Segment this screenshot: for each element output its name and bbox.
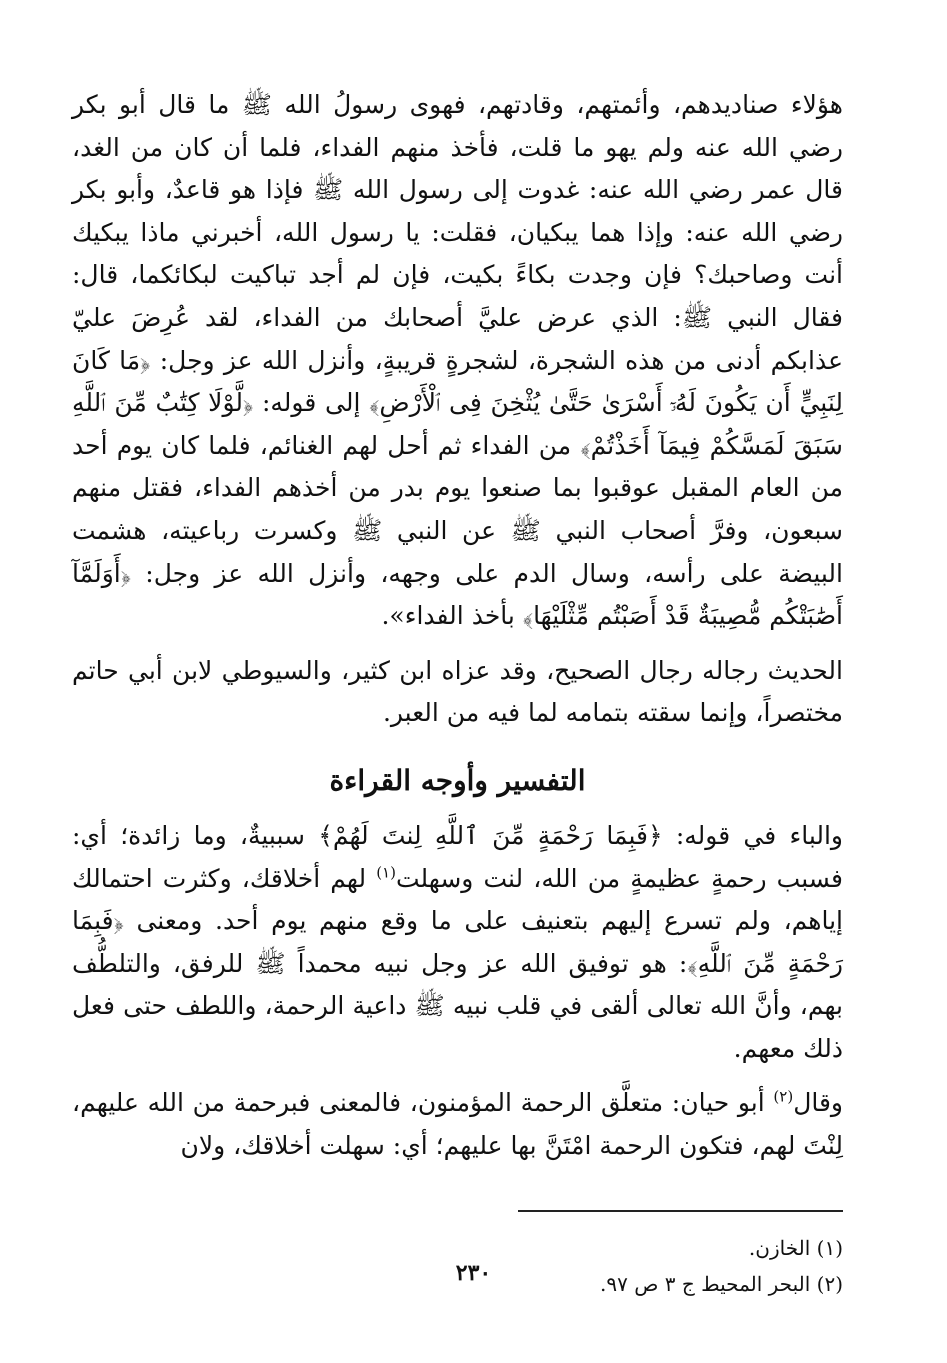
footnote-ref-1[interactable]: (١) bbox=[376, 863, 396, 882]
page-number: ٢٣٠ bbox=[455, 1260, 492, 1286]
paragraph-abu-hayyan-text-start: وقال bbox=[793, 1088, 843, 1118]
footnote-2: (٢) البحر المحيط ج ٣ ص ٩٧. bbox=[600, 1271, 843, 1296]
paragraph-abu-hayyan bbox=[72, 1082, 843, 1167]
footnote-divider bbox=[518, 1210, 843, 1212]
paragraph-abu-hayyan-text-end: أبو حيان: متعلَّق الرحمة المؤمنون، فالمعنى فبرحمة من الله عليهم، لِنْتَ لهم، فتكون الرحمة امْتَنَّ بها عليهم؛ أي: سهلت أخلاقك، ولان bbox=[72, 1088, 843, 1161]
paragraph-tafsir bbox=[72, 815, 843, 1071]
section-heading: التفسير وأوجه القراءة bbox=[329, 763, 586, 797]
paragraph-hadith-grading: الحديث رجاله رجال الصحيح، وقد عزاه ابن كثير، والسيوطي لابن أبي حاتم مختصراً، وإنما سقته بتمامه لما فيه من العبر. bbox=[72, 655, 843, 728]
footnote-1: (١) الخازن. bbox=[748, 1235, 843, 1260]
paragraph-tafsir-text-end: لهم أخلاقك، وكثرت احتمالك إياهم، ولم تسرع إليهم بتعنيف على ما وقع منهم يوم أحد. ومعنى ﴿فَبِمَا رَحْمَةٍ مِّنَ ٱللَّهِ﴾: هو توفيق الله عز وجل نبيه محمداً ﷺ للرفق، والتلطُّف بهم، وأنَّ الله تعالى ألقى في قلب نبيه ﷺ داعية الرحمة، واللطف حتى فعل ذلك معهم. bbox=[72, 863, 843, 1063]
paragraph-tafsir-text-start: والباء في قوله: ﴿فَبِمَا رَحْمَةٍ مِّنَ ٱللَّهِ لِنتَ لَهُمْ﴾ سببيةٌ، وما زائدة؛ أي: فسبب رحمةٍ عظيمةٍ من الله، لنت وسهلت bbox=[72, 820, 843, 893]
paragraph-hadith: هؤلاء صناديدهم، وأئمتهم، وقادتهم، فهوى رسولُ الله ﷺ ما قال أبو بكر رضي الله عنه ولم يهو ما قلت، فأخذ منهم الفداء، فلما أن كان من الغد، قال عمر رضي الله عنه: غدوت إلى رسول الله ﷺ فإذا هو قاعدٌ، وأبو بكر رضي الله عنه: وإذا هما يبكيان، فقلت: يا رسول الله، أخبرني ماذا يبكيك أنت وصاحبك؟ فإن وجدت بكاءً بكيت، فإن لم أجد تباكيت لبكائكما، قال: فقال النبي ﷺ: الذي عرض عليَّ أصحابك من الفداء، لقد عُرِضَ عليّ عذابكم أدنى من هذه الشجرة، لشجرةٍ قريبةٍ، وأنزل الله عز وجل: ﴿مَا كَانَ لِنَبِيٍّ أَن يَكُونَ لَهُۥٓ أَسْرَىٰ حَتَّىٰ يُثْخِنَ فِى ٱلْأَرْضِ﴾ إلى قوله: ﴿لَّوْلَا كِتَٰبٌ مِّنَ ٱللَّهِ سَبَقَ لَمَسَّكُمْ فِيمَآ أَخَذْتُمْ﴾ من الفداء ثم أحل لهم الغنائم، فلما كان يوم أحد من العام المقبل عوقبوا بما صنعوا يوم بدر من أخذهم الفداء، فقتل منهم سبعون، وفرَّ أصحاب النبي ﷺ عن النبي ﷺ وكسرت رباعيته، هشمت البيضة على رأسه، وسال الدم على وجهه، وأنزل الله عز وجل: ﴿أَوَلَمَّآ أَصَٰبَتْكُم مُّصِيبَةٌ قَدْ أَصَبْتُم مِّثْلَيْهَا﴾ بأخذ الفداء». bbox=[72, 90, 843, 631]
footnote-ref-2[interactable]: (٢) bbox=[773, 1088, 794, 1107]
